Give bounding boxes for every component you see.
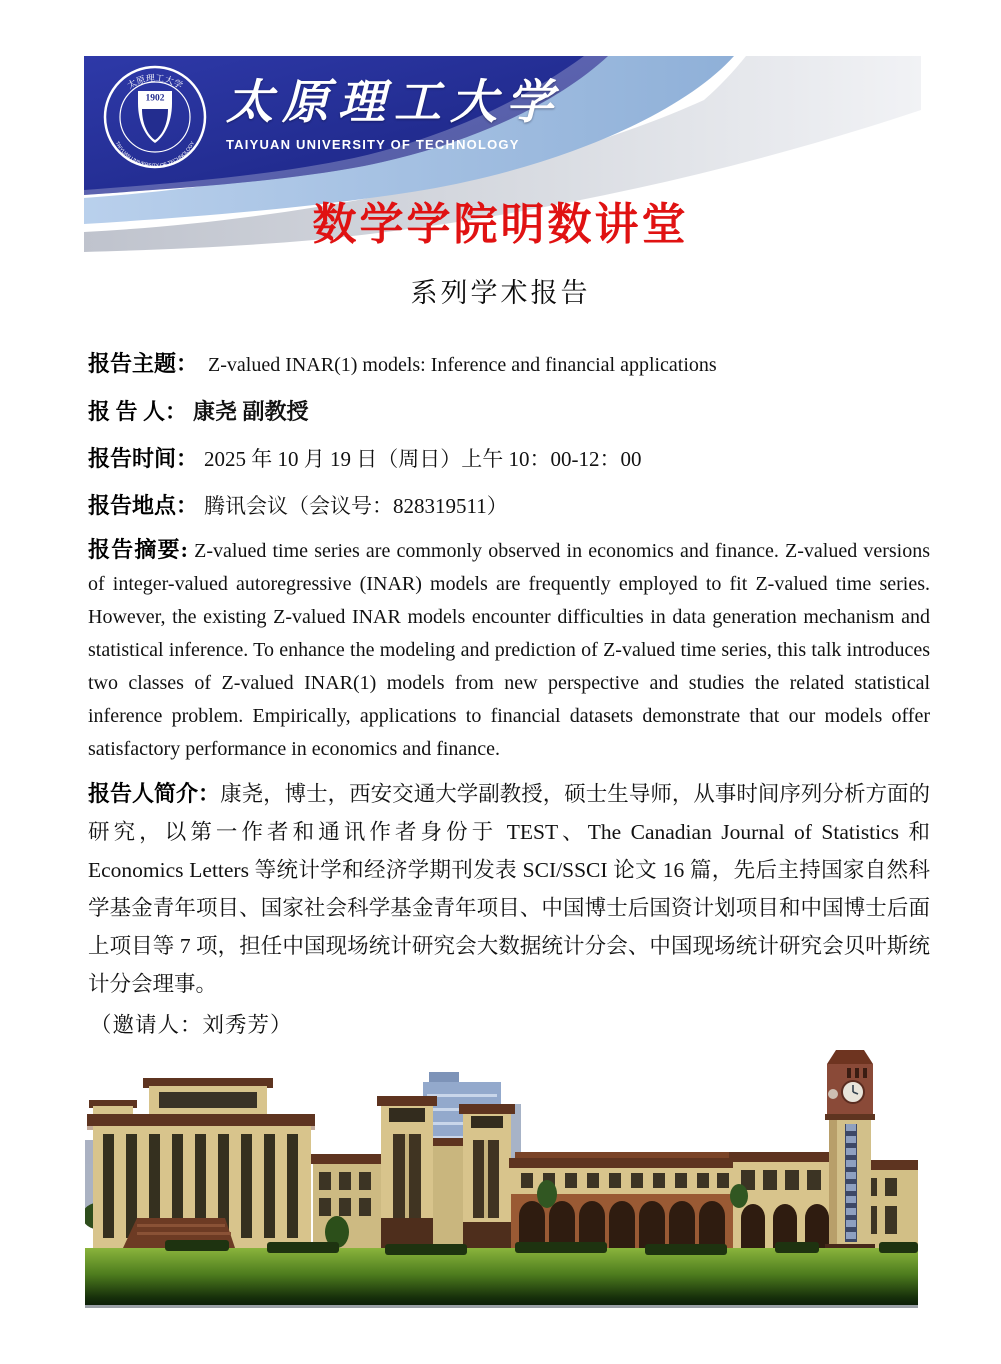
speaker-label: 报 告 人：	[88, 399, 188, 424]
seal-year: 1902	[145, 93, 165, 104]
lawn	[85, 1248, 918, 1306]
abstract-paragraph	[88, 533, 930, 766]
university-name-block	[226, 78, 562, 152]
location-label: 报告地点：	[88, 493, 199, 518]
clock-tower	[821, 1050, 879, 1270]
university-seal-icon	[100, 62, 210, 172]
detail-row-time	[88, 442, 930, 473]
bio-paragraph	[88, 775, 930, 1003]
abstract-text: Z-valued time series are commonly observed in economics and finance. Z-valued versions of integer-valued autoregressive (INAR) models are frequently employed to fit Z-valued time series. However, the existing Z-valued INAR models encounter difficulties in data generation mechanism and statistical inference. To enhance the modeling and prediction of Z-valued time series, this talk introduces two classes of Z-valued INAR(1) models from new perspective and studies the related statistical inference problem. Empirically, applications to financial datasets demonstrate that our models offer satisfactory performance in economics and finance.	[88, 540, 931, 760]
square-tower-2	[459, 1104, 515, 1248]
square-tower-1	[377, 1096, 437, 1248]
bio-text: 康尧，博士，西安交通大学副教授，硕士生导师，从事时间序列分析方面的研究，以第一作者和通讯作者身份于 TEST、The Canadian Journal of Statistics 和 Economics Letters 等统计学和经济学期刊发表 SCI/SSCI 论文 16 篇，先后主持国家自然科学基金青年项目、国家社会科学基金青年项目、中国博士后国资计划项目和中国博士后面上项目等 7 项，担任中国现场统计研究会大数据统计分会、中国现场统计研究会贝叶斯统计分会理事。	[88, 782, 930, 996]
detail-row-speaker	[88, 395, 930, 426]
right-building-group	[729, 1152, 918, 1248]
hedges	[165, 1240, 918, 1255]
topic-value: Z-valued INAR(1) models: Inference and financial applications	[208, 354, 717, 376]
inviter-line: （邀请人：刘秀芳）	[90, 1013, 293, 1037]
link-wall	[433, 1146, 463, 1248]
topic-label: 报告主题：	[88, 351, 199, 376]
speaker-value: 康尧 副教授	[193, 399, 309, 424]
seal-text-cn: 太原理工大学	[126, 73, 184, 92]
subtitle: 系列学术报告	[410, 278, 591, 308]
link-roof	[433, 1138, 463, 1146]
university-name-en: TAIYUAN UNIVERSITY OF TECHNOLOGY	[226, 136, 520, 152]
time-label: 报告时间：	[88, 446, 199, 471]
seal-text-en: TAIYUAN UNIVERSITY OF TECHNOLOGY	[113, 140, 197, 170]
location-value: 腾讯会议（会议号：828319511）	[204, 494, 508, 518]
university-name-cn: 太原理工大学	[226, 77, 562, 129]
detail-row-topic	[88, 347, 930, 378]
abstract-label: 报告摘要:	[88, 537, 188, 562]
detail-row-location	[88, 489, 930, 520]
time-value: 2025 年 10 月 19 日（周日）上午 10：00-12：00	[204, 447, 642, 471]
page-title: 数学学院明数讲堂	[312, 200, 689, 249]
campus-photo	[85, 1042, 918, 1308]
bio-label: 报告人简介：	[88, 781, 221, 806]
photo-bottom-border	[85, 1305, 918, 1308]
